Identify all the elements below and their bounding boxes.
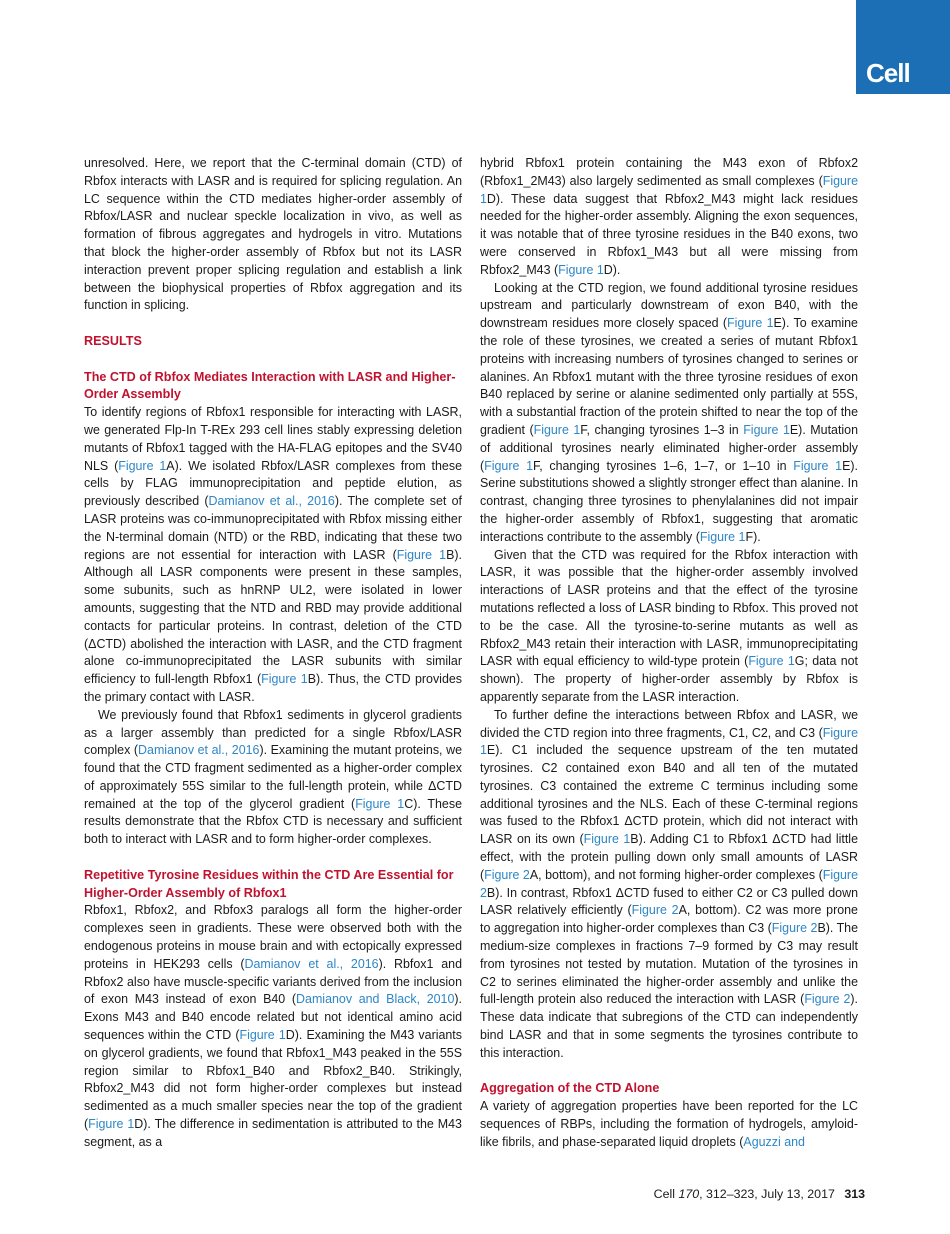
figure-reference-link[interactable]: Figure 1 <box>396 547 447 562</box>
figure-reference-link[interactable]: Figure 2 <box>631 903 679 918</box>
text-run: C). These results demonstrate that the Rbfox CTD is necessary and sufficient both to interact with LASR and to form higher-order complexes. <box>84 796 462 847</box>
text-run: A, bottom), and not forming higher-order complexes ( <box>529 867 823 882</box>
figure-reference-link[interactable]: Figure 1 <box>583 832 631 847</box>
figure-reference-link[interactable]: Figure 1 <box>239 1028 286 1043</box>
citation-link[interactable]: Damianov et al., 2016 <box>208 494 335 509</box>
text-run: E). To examine the role of these tyrosines, we created a series of mutant Rbfox1 proteins with increasing numbers of tyrosines changed to serines or alanines. An Rbfox1 mutant with the three tyrosine residues of exon B40 replaced by serine or alanine sedimented only partially at 55S, with a substantial fraction of the protein shifted to near the top of the gradient ( <box>480 316 858 437</box>
text-run: E). Serine substitutions showed a slightly stronger effect than alanine. In contrast, changing three tyrosines to phenylalanines did not impair the higher-order assembly of Rbfox1, suggesting that aromatic interactions contribute to the assembly ( <box>480 458 858 544</box>
figure-reference-link[interactable]: Figure 2 <box>771 921 818 936</box>
text-run: We previously found that Rbfox1 sediments in glycerol gradients as a larger assembly than predicted for a single Rbfox/LASR complex ( <box>84 707 462 758</box>
text-run: D). The difference in sedimentation is attributed to the M43 segment, as a <box>84 1117 462 1149</box>
subsection-heading: Repetitive Tyrosine Residues within the CTD Are Essential for Higher-Order Assembly of Rbfox1 <box>84 867 454 900</box>
text-run: ). Rbfox1 and Rbfox2 also have muscle-specific variants derived from the inclusion of exon M43 instead of exon B40 ( <box>84 956 462 1007</box>
paragraph <box>480 547 858 707</box>
text-run: B). Adding C1 to Rbfox1 ΔCTD had little effect, with the protein pulling down only small amounts of LASR ( <box>480 832 858 882</box>
journal-logo: Cell <box>856 0 950 94</box>
figure-reference-link[interactable]: Figure 1 <box>480 173 858 206</box>
text-run: To identify regions of Rbfox1 responsible for interacting with LASR, we generated Flp-In T-REx 293 cell lines stably expressing deletion mutants of Rbfox1 tagged with the HA-FLAG epitopes and the SV40 NLS ( <box>84 405 462 473</box>
citation-link[interactable]: Damianov et al., 2016 <box>138 743 260 758</box>
paragraph <box>480 280 858 547</box>
text-run: Looking at the CTD region, we found additional tyrosine residues upstream and particularly downstream of exon B40, with the downstream residues more closely spaced ( <box>480 280 858 331</box>
paragraph <box>84 404 462 707</box>
text-run: hybrid Rbfox1 protein containing the M43 exon of Rbfox2 (Rbfox1_2M43) also largely sedimented as small complexes ( <box>480 156 858 188</box>
text-run: E). Mutation of additional tyrosines nearly eliminated higher-order assembly ( <box>480 422 858 473</box>
figure-reference-link[interactable]: Figure 1 <box>355 796 405 811</box>
text-run: A). We isolated Rbfox/LASR complexes from these cells by FLAG immunoprecipitation and peptide elution, as previously described ( <box>84 458 462 509</box>
figure-reference-link[interactable]: Figure 1 <box>748 654 795 669</box>
text-run: D). Examining the M43 variants on glycerol gradients, we found that Rbfox1_M43 peaked in the 55S region similar to Rbfox1_B40 and Rbfox2_B40. Strikingly, Rbfox2_M43 did not form higher-order complexes but instead sedimented as a much smaller species near the top of the gradient ( <box>84 1028 462 1132</box>
subsection-heading: The CTD of Rbfox Mediates Interaction with LASR and Higher-Order Assembly <box>84 369 456 402</box>
footer-pages-date: , 312–323, July 13, 2017 <box>699 1187 835 1201</box>
figure-reference-link[interactable]: Figure 1 <box>727 316 774 331</box>
figure-reference-link[interactable]: Figure 2 <box>804 992 851 1007</box>
text-run: D). <box>603 262 621 277</box>
text-run: B). Thus, the CTD provides the primary contact with LASR. <box>84 672 462 704</box>
citation-link[interactable]: Damianov and Black, 2010 <box>296 992 455 1007</box>
text-run: A, bottom). C2 was more prone to aggregation into higher-order complexes than C3 ( <box>480 903 858 936</box>
figure-reference-link[interactable]: Figure 1 <box>793 458 843 473</box>
paragraph <box>84 902 462 1151</box>
text-run: F). <box>745 529 761 544</box>
footer-journal: Cell <box>653 1187 675 1201</box>
paragraph <box>480 1098 858 1151</box>
page-footer <box>654 1187 865 1201</box>
text-run: ). Exons M43 and B40 encode related but not identical amino acid sequences within the CTD ( <box>84 992 462 1043</box>
figure-reference-link[interactable]: Figure 1 <box>699 529 746 544</box>
text-run: A variety of aggregation properties have been reported for the LC sequences of RBPs, including the formation of hydrogels, amyloid-like fibrils, and phase-separated liquid droplets ( <box>480 1099 858 1149</box>
figure-reference-link[interactable]: Figure 1 <box>484 458 534 473</box>
right-column <box>480 155 858 1152</box>
text-run: F, changing tyrosines 1–3 in <box>580 422 744 437</box>
text-run: ). The complete set of LASR proteins was co-immunoprecipitated with Rbfox missing either the N-terminal domain (NTD) or the RBD, indicating that these two regions are not essential for interaction with LASR ( <box>84 494 462 562</box>
text-run: Rbfox1, Rbfox2, and Rbfox3 paralogs all form the higher-order complexes seen in gradients. These were observed both with the endogenous proteins in mouse brain and with ectopically expressed proteins in HEK293 cells ( <box>84 903 462 971</box>
text-run: F, changing tyrosines 1–6, 1–7, or 1–10 in <box>533 458 794 473</box>
figure-reference-link[interactable]: Figure 1 <box>743 422 790 437</box>
paragraph <box>480 707 858 1063</box>
paragraph <box>84 707 462 849</box>
left-column <box>84 155 462 1152</box>
results-heading: RESULTS <box>84 333 142 348</box>
text-run: Given that the CTD was required for the Rbfox interaction with LASR, it was possible that the higher-order assembly involved interactions of LASR proteins and that the effect of the tyrosine mutations reflected a loss of LASR binding to Rbfox. This proved not to be the case. All the tyrosine-to-serine mutants as well as Rbfox2_M43 retain their interaction with LASR, immunoprecipitating LASR with equal efficiency to wild-type protein ( <box>480 547 858 669</box>
text-run: B). Although all LASR components were present in these samples, some subunits, such as hnRNP UL2, were isolated in lower amounts, suggesting that the NTD and RBD may provide additional contacts for particular proteins. In contrast, deletion of the CTD (ΔCTD) abolished the interaction with LASR, and the CTD fragment alone co-immunoprecipitated the LASR subunits with similar efficiency to full-length Rbfox1 ( <box>84 547 462 687</box>
citation-link[interactable]: Damianov et al., 2016 <box>244 956 379 971</box>
page-number: 313 <box>844 1187 865 1201</box>
figure-reference-link[interactable]: Figure 1 <box>88 1117 135 1132</box>
figure-reference-link[interactable]: Figure 2 <box>480 867 858 900</box>
text-run: ). These data indicate that subregions of the CTD can independently bind LASR and that in some segments the tyrosines contribute to this interaction. <box>480 992 858 1060</box>
text-run: B). In contrast, Rbfox1 ΔCTD fused to either C2 or C3 pulled down LASR relatively efficiently ( <box>480 885 858 918</box>
paragraph: unresolved. Here, we report that the C-terminal domain (CTD) of Rbfox interacts with LASR and is required for splicing regulation. An LC sequence within the CTD mediates higher-order assembly of Rbfox/LASR and nuclear speckle localization in vivo, as well as formation of fibrous aggregates and hydrogels in vitro. Mutations that block the higher-order assembly of Rbfox but not its LASR interaction prevent proper splicing regulation and establish a link between the biophysical properties of Rbfox aggregation and its function in splicing. <box>84 156 462 313</box>
text-run: To further define the interactions between Rbfox and LASR, we divided the CTD region into three fragments, C1, C2, and C3 ( <box>480 707 858 740</box>
figure-reference-link[interactable]: Figure 2 <box>484 867 530 882</box>
paragraph <box>480 155 858 280</box>
figure-reference-link[interactable]: Figure 1 <box>533 422 581 437</box>
figure-reference-link[interactable]: Figure 1 <box>118 458 167 473</box>
subsection-heading: Aggregation of the CTD Alone <box>480 1081 660 1096</box>
text-run: G; data not shown). The property of higher-order assembly by Rbfox is apparently separate from the LASR interaction. <box>480 654 858 704</box>
citation-link[interactable]: Aguzzi and <box>743 1134 805 1149</box>
text-run: D). These data suggest that Rbfox2_M43 might lack residues needed for the higher-order assembly. Aligning the exon sequences, it was notable that of three tyrosine residues in the B40 exons, two were conserved in Rbfox1_M43 but all were missing from Rbfox2_M43 ( <box>480 191 858 277</box>
text-run: E). C1 included the sequence upstream of the ten mutated tyrosines. C2 contained exon B40 and all ten of the mutated tyrosines. C3 contained the extreme C terminus including some additional tyrosines and the NLS. Each of these C-terminal regions was fused to the Rbfox1 ΔCTD protein, which did not interact with LASR on its own ( <box>480 743 858 847</box>
text-run: B). The medium-size complexes in fractions 7–9 formed by C3 may result from tyrosines not tested by mutation. Mutation of the tyrosines in C2 to serines eliminated the higher-order assembly and unlike the full-length protein also reduced the interaction with LASR ( <box>480 921 858 1007</box>
text-run: ). Examining the mutant proteins, we found that the CTD fragment sedimented as a higher-order complex of approximately 55S similar to the full-length protein, while ΔCTD remained at the top of the glycerol gradient ( <box>84 743 462 811</box>
figure-reference-link[interactable]: Figure 1 <box>480 725 858 758</box>
figure-reference-link[interactable]: Figure 1 <box>261 672 308 687</box>
figure-reference-link[interactable]: Figure 1 <box>558 262 604 277</box>
footer-volume: 170 <box>678 1187 700 1201</box>
